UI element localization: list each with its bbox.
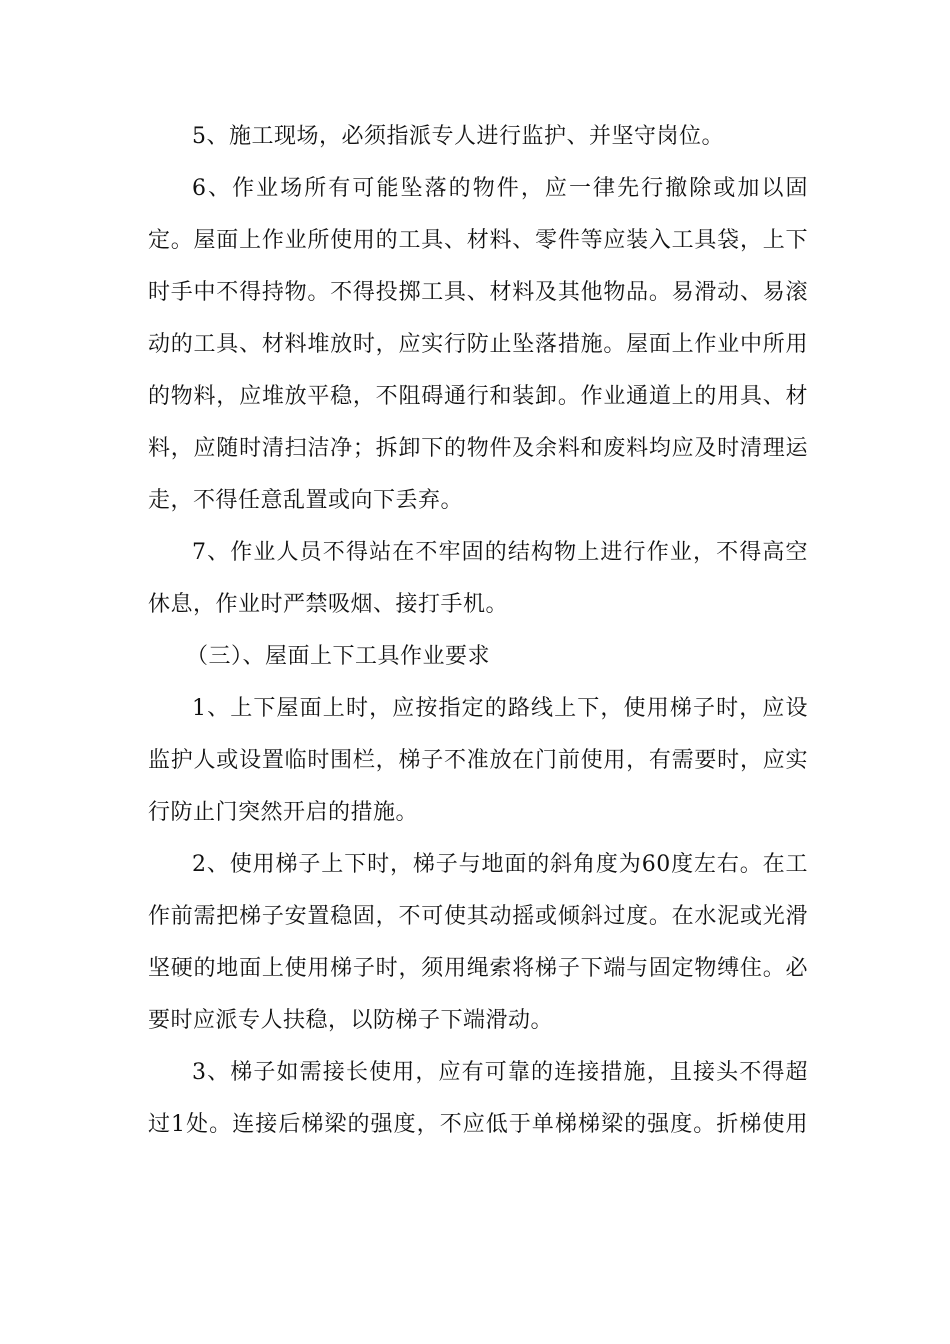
paragraph-6-line-6: 料，应随时清扫洁净；拆卸下的物件及余料和废料均应及时清理运 — [148, 436, 808, 461]
item-2-line-1: 2、使用梯子上下时，梯子与地面的斜角度为60度左右。在工 — [192, 852, 808, 877]
paragraph-5-line-1: 5、施工现场，必须指派专人进行监护、并坚守岗位。 — [192, 124, 724, 149]
paragraph-6-line-7: 走，不得任意乱置或向下丢弃。 — [148, 488, 464, 513]
paragraph-7-line-1: 7、作业人员不得站在不牢固的结构物上进行作业，不得高空 — [192, 540, 808, 565]
section-heading: （三）、屋面上下工具作业要求 — [186, 644, 491, 669]
item-2-line-2: 作前需把梯子安置稳固，不可使其动摇或倾斜过度。在水泥或光滑 — [148, 904, 808, 929]
paragraph-6-line-4: 动的工具、材料堆放时，应实行防止坠落措施。屋面上作业中所用 — [148, 332, 808, 357]
item-2-line-3: 坚硬的地面上使用梯子时，须用绳索将梯子下端与固定物缚住。必 — [148, 956, 808, 981]
paragraph-6-line-5: 的物料，应堆放平稳，不阻碍通行和装卸。作业通道上的用具、材 — [148, 384, 808, 409]
paragraph-6-line-2: 定。屋面上作业所使用的工具、材料、零件等应装入工具袋，上下 — [148, 228, 808, 253]
paragraph-7-line-2: 休息，作业时严禁吸烟、接打手机。 — [148, 592, 509, 617]
item-1-line-1: 1、上下屋面上时，应按指定的路线上下，使用梯子时，应设 — [192, 696, 808, 721]
paragraph-6-line-1: 6、作业场所有可能坠落的物件，应一律先行撤除或加以固 — [192, 176, 808, 201]
item-1-line-3: 行防止门突然开启的措施。 — [148, 800, 419, 825]
item-1-line-2: 监护人或设置临时围栏，梯子不准放在门前使用，有需要时，应实 — [148, 748, 808, 773]
item-3-line-1: 3、梯子如需接长使用，应有可靠的连接措施，且接头不得超 — [192, 1060, 808, 1085]
item-3-line-2: 过1处。连接后梯梁的强度，不应低于单梯梯梁的强度。折梯使用 — [148, 1112, 808, 1137]
paragraph-6-line-3: 时手中不得持物。不得投掷工具、材料及其他物品。易滑动、易滚 — [148, 280, 808, 305]
item-2-line-4: 要时应派专人扶稳，以防梯子下端滑动。 — [148, 1008, 554, 1033]
